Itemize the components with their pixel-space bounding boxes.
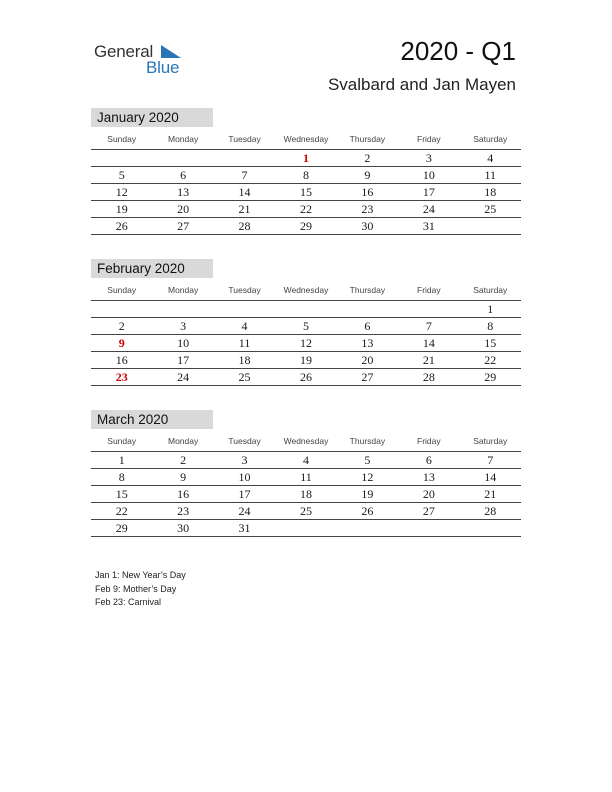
empty-day-cell [337,520,398,537]
weekday-header: Tuesday [214,128,275,150]
day-cell: 2 [152,452,213,469]
day-cell: 16 [152,486,213,503]
day-cell: 5 [337,452,398,469]
day-cell: 31 [398,218,459,235]
day-cell: 13 [337,335,398,352]
day-cell: 1 [275,150,336,167]
day-cell: 24 [152,369,213,386]
month-january [91,108,521,235]
day-cell: 4 [275,452,336,469]
weekday-header-row [91,279,521,301]
day-cell: 23 [337,201,398,218]
weekday-header: Tuesday [214,279,275,301]
day-cell: 30 [152,520,213,537]
day-cell: 27 [337,369,398,386]
day-cell: 15 [460,335,521,352]
page-title: 2020 - Q1 [400,36,516,66]
calendar-grid [91,430,521,537]
day-cell: 31 [214,520,275,537]
weekday-header: Wednesday [275,430,336,452]
day-cell: 5 [275,318,336,335]
weekday-header: Monday [152,128,213,150]
holiday-item: Jan 1: New Year’s Day [95,570,186,580]
empty-day-cell [337,301,398,318]
calendar-grid [91,128,521,235]
day-cell: 23 [91,369,152,386]
empty-day-cell [91,150,152,167]
weekday-header: Friday [398,279,459,301]
week-row [91,469,521,486]
empty-day-cell [275,520,336,537]
week-row [91,452,521,469]
day-cell: 26 [337,503,398,520]
day-cell: 28 [460,503,521,520]
day-cell: 4 [460,150,521,167]
day-cell: 8 [91,469,152,486]
month-february [91,259,521,386]
day-cell: 25 [275,503,336,520]
day-cell: 12 [337,469,398,486]
day-cell: 8 [275,167,336,184]
day-cell: 30 [337,218,398,235]
empty-day-cell [152,150,213,167]
week-row [91,218,521,235]
week-row [91,184,521,201]
day-cell: 15 [91,486,152,503]
day-cell: 3 [398,150,459,167]
day-cell: 24 [214,503,275,520]
holiday-list [95,569,186,610]
week-row [91,335,521,352]
day-cell: 21 [398,352,459,369]
day-cell: 27 [398,503,459,520]
empty-day-cell [275,301,336,318]
day-cell: 9 [337,167,398,184]
day-cell: 29 [460,369,521,386]
day-cell: 7 [214,167,275,184]
day-cell: 13 [152,184,213,201]
month-march [91,410,521,537]
weekday-header: Sunday [91,128,152,150]
logo-text-general: General [94,42,154,61]
day-cell: 19 [91,201,152,218]
month-label: February 2020 [91,259,213,278]
empty-day-cell [152,301,213,318]
weekday-header: Monday [152,279,213,301]
day-cell: 10 [398,167,459,184]
day-cell: 24 [398,201,459,218]
day-cell: 17 [214,486,275,503]
day-cell: 14 [460,469,521,486]
day-cell: 10 [214,469,275,486]
day-cell: 12 [91,184,152,201]
day-cell: 28 [214,218,275,235]
weekday-header: Tuesday [214,430,275,452]
day-cell: 18 [214,352,275,369]
weekday-header: Thursday [337,279,398,301]
week-row [91,503,521,520]
day-cell: 1 [91,452,152,469]
generalblue-logo [94,42,194,78]
day-cell: 22 [91,503,152,520]
day-cell: 5 [91,167,152,184]
weekday-header: Friday [398,128,459,150]
empty-day-cell [460,218,521,235]
day-cell: 28 [398,369,459,386]
weekday-header: Sunday [91,430,152,452]
day-cell: 9 [91,335,152,352]
weekday-header: Thursday [337,128,398,150]
week-row [91,301,521,318]
week-row [91,150,521,167]
day-cell: 3 [214,452,275,469]
day-cell: 2 [337,150,398,167]
weekday-header: Wednesday [275,279,336,301]
day-cell: 21 [460,486,521,503]
day-cell: 22 [275,201,336,218]
day-cell: 6 [152,167,213,184]
week-row [91,167,521,184]
day-cell: 14 [398,335,459,352]
week-row [91,201,521,218]
weekday-header: Wednesday [275,128,336,150]
day-cell: 25 [460,201,521,218]
weekday-header: Saturday [460,128,521,150]
day-cell: 7 [460,452,521,469]
day-cell: 7 [398,318,459,335]
weekday-header: Saturday [460,279,521,301]
day-cell: 18 [275,486,336,503]
day-cell: 20 [398,486,459,503]
weekday-header: Monday [152,430,213,452]
day-cell: 9 [152,469,213,486]
empty-day-cell [398,520,459,537]
day-cell: 17 [398,184,459,201]
day-cell: 4 [214,318,275,335]
month-label: March 2020 [91,410,213,429]
week-row [91,369,521,386]
logo-triangle-icon [161,45,181,58]
day-cell: 17 [152,352,213,369]
day-cell: 27 [152,218,213,235]
day-cell: 26 [275,369,336,386]
logo-text-blue: Blue [146,58,180,77]
day-cell: 14 [214,184,275,201]
empty-day-cell [214,150,275,167]
day-cell: 10 [152,335,213,352]
day-cell: 19 [337,486,398,503]
empty-day-cell [398,301,459,318]
day-cell: 25 [214,369,275,386]
day-cell: 13 [398,469,459,486]
day-cell: 29 [91,520,152,537]
week-row [91,486,521,503]
holiday-item: Feb 9: Mother’s Day [95,583,177,594]
day-cell: 3 [152,318,213,335]
week-row [91,520,521,537]
day-cell: 11 [214,335,275,352]
empty-day-cell [214,301,275,318]
weekday-header: Saturday [460,430,521,452]
day-cell: 1 [460,301,521,318]
empty-day-cell [460,520,521,537]
day-cell: 12 [275,335,336,352]
calendar-grid [91,279,521,386]
weekday-header-row [91,128,521,150]
day-cell: 21 [214,201,275,218]
empty-day-cell [91,301,152,318]
weekday-header-row [91,430,521,452]
weekday-header: Thursday [337,430,398,452]
month-label: January 2020 [91,108,213,127]
day-cell: 22 [460,352,521,369]
day-cell: 29 [275,218,336,235]
day-cell: 19 [275,352,336,369]
day-cell: 16 [337,184,398,201]
page-subtitle: Svalbard and Jan Mayen [327,75,516,94]
day-cell: 16 [91,352,152,369]
day-cell: 6 [398,452,459,469]
day-cell: 23 [152,503,213,520]
holiday-item: Feb 23: Carnival [95,597,162,607]
day-cell: 20 [152,201,213,218]
weekday-header: Friday [398,430,459,452]
day-cell: 6 [337,318,398,335]
day-cell: 8 [460,318,521,335]
day-cell: 2 [91,318,152,335]
weekday-header: Sunday [91,279,152,301]
day-cell: 11 [460,167,521,184]
day-cell: 20 [337,352,398,369]
day-cell: 18 [460,184,521,201]
day-cell: 26 [91,218,152,235]
week-row [91,352,521,369]
day-cell: 11 [275,469,336,486]
day-cell: 15 [275,184,336,201]
week-row [91,318,521,335]
